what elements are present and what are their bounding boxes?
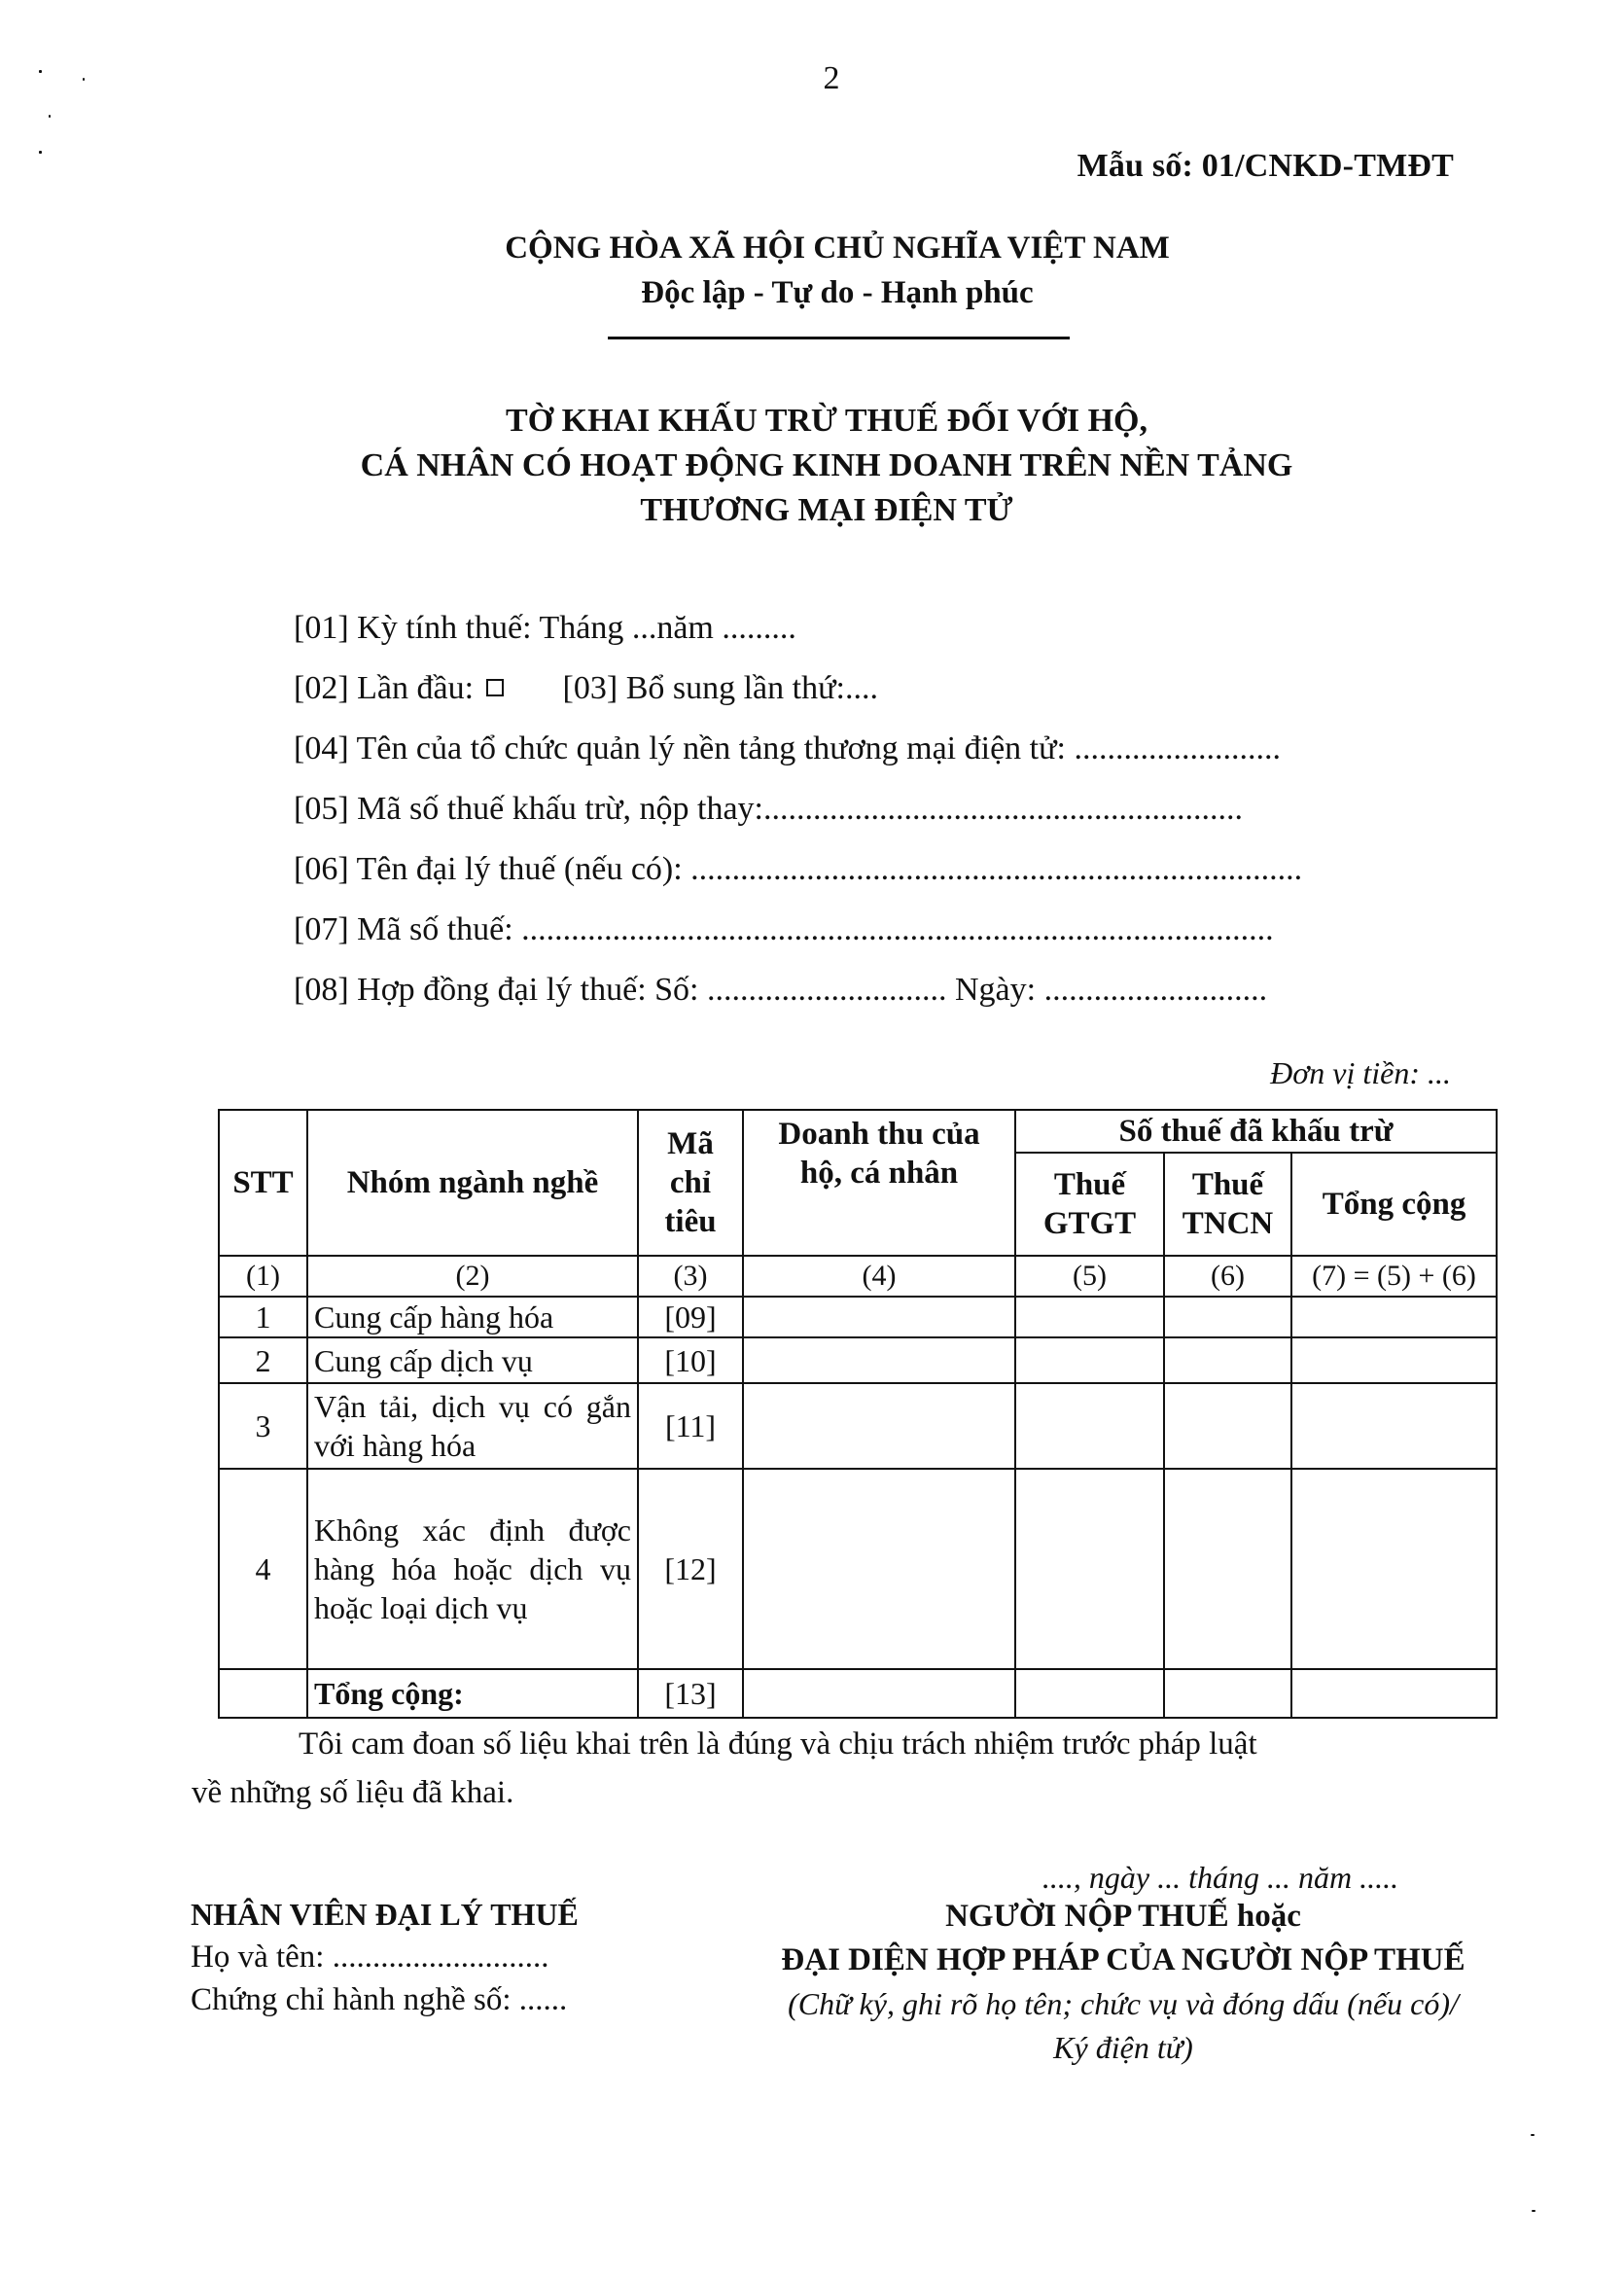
table-total-row xyxy=(219,1669,1497,1718)
row-stt: 1 xyxy=(219,1297,307,1337)
signature-date[interactable]: ...., ngày ... tháng ... năm ..... xyxy=(1041,1860,1399,1895)
total-cell[interactable] xyxy=(1291,1469,1497,1669)
pit-cell[interactable] xyxy=(1164,1337,1291,1383)
scan-speck xyxy=(39,151,42,154)
pit-cell[interactable] xyxy=(1164,1383,1291,1469)
row-group: Vận tải, dịch vụ có gắn với hàng hóa xyxy=(307,1383,638,1469)
title-line-3: THƯƠNG MẠI ĐIỆN TỬ xyxy=(640,492,1013,528)
row-group: Cung cấp hàng hóa xyxy=(307,1297,638,1337)
declaration-line-2: về những số liệu đã khai. xyxy=(192,1775,514,1810)
header-revenue-line: Doanh thu của xyxy=(778,1117,980,1152)
row-group: Cung cấp dịch vụ xyxy=(307,1337,638,1383)
total-row-stt xyxy=(219,1669,307,1718)
field-tax-agent-name[interactable]: [06] Tên đại lý thuế (nếu có): .......................................................................... xyxy=(294,851,1303,887)
field-tax-period[interactable]: [01] Kỳ tính thuế: Tháng ...năm ......... xyxy=(294,610,796,646)
first-time-checkbox[interactable] xyxy=(486,679,504,696)
national-header xyxy=(0,226,1624,315)
table-row xyxy=(219,1469,1497,1669)
field-withholding-tax-code[interactable]: [05] Mã số thuế khấu trừ, nộp thay:.......................................................... xyxy=(294,791,1244,827)
grand-total-cell[interactable] xyxy=(1291,1669,1497,1718)
vat-cell[interactable] xyxy=(1015,1337,1164,1383)
header-vat xyxy=(1015,1153,1164,1256)
header-revenue-line: hộ, cá nhân xyxy=(799,1156,959,1191)
currency-unit: Đơn vị tiền: ... xyxy=(1270,1055,1451,1090)
row-code: [12] xyxy=(638,1469,743,1669)
document-title xyxy=(0,399,1624,533)
column-number: (3) xyxy=(638,1256,743,1297)
header-divider xyxy=(608,337,1070,339)
field-first-time-label: [02] Lần đầu: xyxy=(294,670,475,706)
column-number: (4) xyxy=(743,1256,1015,1297)
header-vat-line: Thuế xyxy=(1053,1167,1126,1202)
row-stt: 2 xyxy=(219,1337,307,1383)
field-supplement-number[interactable]: [03] Bổ sung lần thứ:.... xyxy=(562,670,878,706)
table-row xyxy=(219,1337,1497,1383)
column-number: (6) xyxy=(1164,1256,1291,1297)
country-name: CỘNG HÒA XÃ HỘI CHỦ NGHĨA VIỆT NAM xyxy=(505,231,1170,266)
pit-cell[interactable] xyxy=(1164,1469,1291,1669)
form-fields xyxy=(294,608,1461,1030)
withholding-table xyxy=(218,1109,1498,1719)
table-row xyxy=(219,1297,1497,1337)
row-group: Không xác định được hàng hóa hoặc dịch vụ hoặc loại dịch vụ xyxy=(307,1469,638,1669)
national-motto: Độc lập - Tự do - Hạnh phúc xyxy=(641,275,1034,310)
vat-cell[interactable] xyxy=(1015,1469,1164,1669)
taxpayer-title-or: hoặc xyxy=(1236,1899,1301,1934)
header-pit-line: Thuế xyxy=(1191,1167,1264,1202)
revenue-cell[interactable] xyxy=(743,1297,1015,1337)
scan-speck xyxy=(1531,2134,1535,2136)
header-code-line: chỉ xyxy=(669,1165,712,1200)
field-first-time-row xyxy=(294,668,1461,729)
row-code: [10] xyxy=(638,1337,743,1383)
column-number: (5) xyxy=(1015,1256,1164,1297)
header-stt: STT xyxy=(219,1110,307,1256)
scan-speck xyxy=(1532,2210,1536,2212)
column-number: (1) xyxy=(219,1256,307,1297)
field-agent-contract[interactable]: [08] Hợp đồng đại lý thuế: Số: ............................. Ngày: ........................... xyxy=(294,972,1268,1008)
vat-cell[interactable] xyxy=(1015,1383,1164,1469)
title-line-1: TỜ KHAI KHẤU TRỪ THUẾ ĐỐI VỚI HỘ, xyxy=(506,403,1147,439)
field-tax-agent-code[interactable]: [07] Mã số thuế: ........................................................................................... xyxy=(294,911,1274,947)
row-code: [11] xyxy=(638,1383,743,1469)
header-code-line: tiêu xyxy=(664,1204,717,1239)
total-row-label: Tổng cộng: xyxy=(307,1669,638,1718)
scan-speck xyxy=(49,115,51,118)
field-platform-name[interactable]: [04] Tên của tổ chức quản lý nền tảng thương mại điện tử: ......................... xyxy=(294,730,1281,766)
header-vat-line: GTGT xyxy=(1042,1206,1137,1241)
agent-certificate-field[interactable]: Chứng chỉ hành nghề số: ...... xyxy=(191,1982,568,2017)
header-pit xyxy=(1164,1153,1291,1256)
total-cell[interactable] xyxy=(1291,1297,1497,1337)
header-withheld: Số thuế đã khấu trừ xyxy=(1015,1110,1497,1153)
signature-note-2: Ký điện tử) xyxy=(1053,2030,1193,2065)
row-stt: 3 xyxy=(219,1383,307,1469)
header-total: Tổng cộng xyxy=(1291,1153,1497,1256)
declaration xyxy=(192,1720,1485,1817)
table-row xyxy=(219,1383,1497,1469)
total-row-code: [13] xyxy=(638,1669,743,1718)
declaration-line-1: Tôi cam đoan số liệu khai trên là đúng và chịu trách nhiệm trước pháp luật xyxy=(299,1726,1257,1762)
header-revenue xyxy=(743,1110,1015,1256)
total-pit-cell[interactable] xyxy=(1164,1669,1291,1718)
signature-note-1: (Chữ ký, ghi rõ họ tên; chức vụ và đóng dấu (nếu có)/ xyxy=(788,1986,1459,2021)
total-cell[interactable] xyxy=(1291,1383,1497,1469)
revenue-cell[interactable] xyxy=(743,1469,1015,1669)
revenue-cell[interactable] xyxy=(743,1383,1015,1469)
row-code: [09] xyxy=(638,1297,743,1337)
header-code xyxy=(638,1110,743,1256)
taxpayer-signature-block xyxy=(671,1895,1575,2070)
header-group: Nhóm ngành nghề xyxy=(307,1110,638,1256)
form-code: Mẫu số: 01/CNKD-TMĐT xyxy=(1077,148,1454,184)
agent-title: NHÂN VIÊN ĐẠI LÝ THUẾ xyxy=(191,1897,579,1932)
vat-cell[interactable] xyxy=(1015,1297,1164,1337)
title-line-2: CÁ NHÂN CÓ HOẠT ĐỘNG KINH DOANH TRÊN NỀN TẢNG xyxy=(360,447,1293,483)
header-pit-line: TNCN xyxy=(1182,1206,1274,1241)
page-number: 2 xyxy=(823,60,840,96)
taxpayer-title: NGƯỜI NỘP THUẾ xyxy=(945,1899,1229,1934)
representative-title: ĐẠI DIỆN HỢP PHÁP CỦA NGƯỜI NỘP THUẾ xyxy=(781,1942,1465,1977)
column-number: (2) xyxy=(307,1256,638,1297)
total-vat-cell[interactable] xyxy=(1015,1669,1164,1718)
column-number-row xyxy=(219,1256,1497,1297)
agent-name-field[interactable]: Họ và tên: ........................... xyxy=(191,1940,549,1975)
total-revenue-cell[interactable] xyxy=(743,1669,1015,1718)
header-code-line: Mã xyxy=(667,1126,714,1161)
total-cell[interactable] xyxy=(1291,1337,1497,1383)
pit-cell[interactable] xyxy=(1164,1297,1291,1337)
row-stt: 4 xyxy=(219,1469,307,1669)
revenue-cell[interactable] xyxy=(743,1337,1015,1383)
column-number: (7) = (5) + (6) xyxy=(1291,1256,1497,1297)
